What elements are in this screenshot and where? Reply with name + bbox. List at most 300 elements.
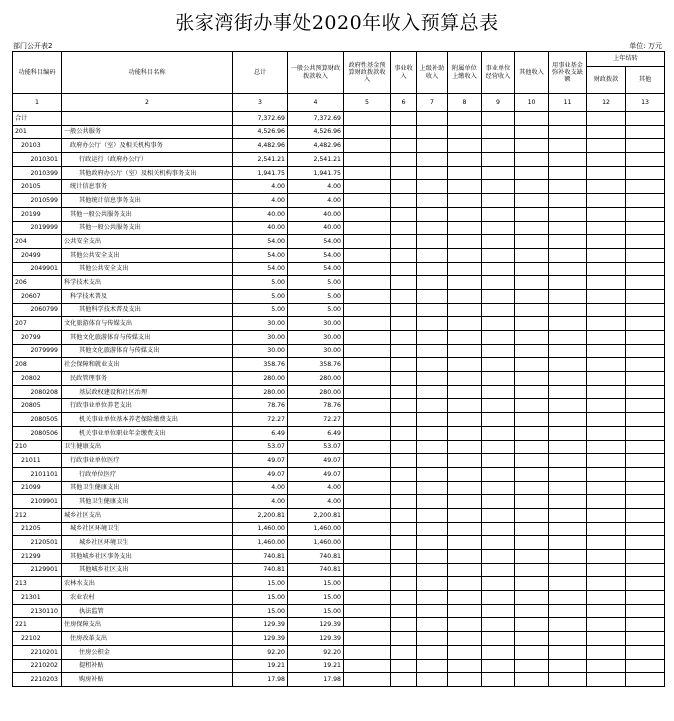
empty-cell [515, 262, 549, 276]
header-affiliated: 附属单位上缴收入 [448, 52, 482, 94]
row-code: 20607 [13, 289, 62, 303]
empty-cell [448, 399, 482, 413]
empty-cell [344, 317, 391, 331]
row-total: 4.00 [233, 481, 288, 495]
row-total: 4.00 [233, 180, 288, 194]
empty-cell [549, 385, 587, 399]
row-name: 城乡社区环境卫生 [62, 522, 233, 536]
empty-cell [344, 180, 391, 194]
row-total: 1,941.75 [233, 166, 288, 180]
empty-cell [391, 276, 417, 290]
empty-cell [515, 194, 549, 208]
empty-cell [344, 604, 391, 618]
empty-cell [448, 276, 482, 290]
empty-cell [344, 495, 391, 509]
empty-cell [515, 454, 549, 468]
empty-cell [515, 276, 549, 290]
table-row [13, 659, 665, 673]
empty-cell [549, 645, 587, 659]
empty-cell [549, 495, 587, 509]
row-total: 280.00 [233, 385, 288, 399]
empty-cell [391, 372, 417, 386]
row-total: 15.00 [233, 577, 288, 591]
empty-cell [482, 139, 515, 153]
table-row [13, 399, 665, 413]
empty-cell [417, 112, 448, 126]
empty-cell [626, 495, 665, 509]
row-total: 2,200.81 [233, 508, 288, 522]
empty-cell [344, 153, 391, 167]
row-name: 机关事业单位基本养老保险缴费支出 [62, 413, 233, 427]
empty-cell [344, 166, 391, 180]
empty-cell [549, 426, 587, 440]
row-code: 20799 [13, 331, 62, 345]
table-row [13, 413, 665, 427]
table-row [13, 604, 665, 618]
empty-cell [587, 467, 626, 481]
empty-cell [344, 659, 391, 673]
empty-cell [391, 194, 417, 208]
empty-cell [391, 659, 417, 673]
empty-cell [587, 591, 626, 605]
row-code: 2109901 [13, 495, 62, 509]
table-row [13, 550, 665, 564]
row-total: 129.39 [233, 632, 288, 646]
row-general: 4.00 [288, 194, 344, 208]
empty-cell [344, 481, 391, 495]
empty-cell [587, 426, 626, 440]
empty-cell [515, 495, 549, 509]
row-general: 740.81 [288, 563, 344, 577]
empty-cell [587, 618, 626, 632]
table-row [13, 112, 665, 126]
column-number: 1 [13, 94, 62, 112]
empty-cell [549, 413, 587, 427]
empty-cell [515, 536, 549, 550]
row-name: 科学技术支出 [62, 276, 233, 290]
row-total: 40.00 [233, 221, 288, 235]
empty-cell [515, 166, 549, 180]
row-total: 6.49 [233, 426, 288, 440]
row-general: 54.00 [288, 262, 344, 276]
empty-cell [344, 413, 391, 427]
empty-cell [549, 372, 587, 386]
empty-cell [515, 577, 549, 591]
header-subsidy: 上级补助收入 [417, 52, 448, 94]
empty-cell [344, 399, 391, 413]
row-name: 行政事业单位养老支出 [62, 399, 233, 413]
empty-cell [515, 632, 549, 646]
empty-cell [587, 153, 626, 167]
empty-cell [344, 125, 391, 139]
row-code: 20105 [13, 180, 62, 194]
empty-cell [587, 536, 626, 550]
empty-cell [587, 522, 626, 536]
empty-cell [482, 604, 515, 618]
row-general: 54.00 [288, 235, 344, 249]
empty-cell [515, 618, 549, 632]
table-row [13, 153, 665, 167]
row-name: 其他科学技术普及支出 [62, 303, 233, 317]
empty-cell [587, 563, 626, 577]
empty-cell [448, 467, 482, 481]
empty-cell [344, 235, 391, 249]
empty-cell [626, 604, 665, 618]
table-row [13, 508, 665, 522]
empty-cell [417, 440, 448, 454]
empty-cell [515, 481, 549, 495]
empty-cell [391, 440, 417, 454]
empty-cell [549, 522, 587, 536]
empty-cell [626, 550, 665, 564]
empty-cell [549, 454, 587, 468]
empty-cell [391, 125, 417, 139]
empty-cell [391, 344, 417, 358]
empty-cell [626, 125, 665, 139]
empty-cell [344, 331, 391, 345]
empty-cell [515, 125, 549, 139]
row-total: 92.20 [233, 645, 288, 659]
row-name: 其他统计信息事务支出 [62, 194, 233, 208]
empty-cell [626, 618, 665, 632]
empty-cell [587, 139, 626, 153]
empty-cell [391, 591, 417, 605]
empty-cell [515, 550, 549, 564]
empty-cell [417, 139, 448, 153]
empty-cell [344, 577, 391, 591]
row-total: 54.00 [233, 248, 288, 262]
empty-cell [587, 413, 626, 427]
row-code: 208 [13, 358, 62, 372]
table-row [13, 344, 665, 358]
row-name: 住房保障支出 [62, 618, 233, 632]
empty-cell [549, 289, 587, 303]
empty-cell [344, 632, 391, 646]
row-code: 2080208 [13, 385, 62, 399]
empty-cell [391, 536, 417, 550]
empty-cell [482, 221, 515, 235]
header-reserve: 用事业基金弥补收支缺额 [549, 52, 587, 94]
table-row [13, 317, 665, 331]
row-name: 其他一般公共服务支出 [62, 221, 233, 235]
empty-cell [515, 344, 549, 358]
empty-cell [549, 673, 587, 687]
empty-cell [587, 289, 626, 303]
column-number: 6 [391, 94, 417, 112]
empty-cell [344, 207, 391, 221]
row-general: 30.00 [288, 331, 344, 345]
empty-cell [482, 659, 515, 673]
header-business: 事业收入 [391, 52, 417, 94]
row-total: 40.00 [233, 207, 288, 221]
row-general: 2,541.21 [288, 153, 344, 167]
empty-cell [344, 591, 391, 605]
row-general: 5.00 [288, 303, 344, 317]
empty-cell [448, 372, 482, 386]
row-general: 2,200.81 [288, 508, 344, 522]
empty-cell [417, 673, 448, 687]
empty-cell [587, 645, 626, 659]
empty-cell [482, 426, 515, 440]
empty-cell [391, 153, 417, 167]
empty-cell [515, 180, 549, 194]
empty-cell [344, 454, 391, 468]
empty-cell [391, 166, 417, 180]
empty-cell [448, 413, 482, 427]
empty-cell [344, 550, 391, 564]
empty-cell [391, 221, 417, 235]
empty-cell [448, 563, 482, 577]
empty-cell [391, 207, 417, 221]
row-total: 54.00 [233, 235, 288, 249]
empty-cell [626, 221, 665, 235]
table-row [13, 645, 665, 659]
empty-cell [448, 618, 482, 632]
empty-cell [448, 385, 482, 399]
row-code: 204 [13, 235, 62, 249]
column-number: 8 [448, 94, 482, 112]
column-number: 13 [626, 94, 665, 112]
empty-cell [391, 317, 417, 331]
empty-cell [515, 563, 549, 577]
empty-cell [448, 221, 482, 235]
empty-cell [482, 522, 515, 536]
empty-cell [344, 139, 391, 153]
empty-cell [587, 604, 626, 618]
empty-cell [391, 112, 417, 126]
unit-label: 单位: 万元 [629, 42, 662, 50]
empty-cell [391, 399, 417, 413]
empty-cell [549, 125, 587, 139]
empty-cell [417, 399, 448, 413]
row-general: 358.76 [288, 358, 344, 372]
row-general: 5.00 [288, 289, 344, 303]
empty-cell [626, 344, 665, 358]
row-name: 统计信息事务 [62, 180, 233, 194]
row-total: 30.00 [233, 317, 288, 331]
empty-cell [587, 440, 626, 454]
row-name: 社会保障和就业支出 [62, 358, 233, 372]
empty-cell [391, 645, 417, 659]
table-body [13, 112, 665, 687]
empty-cell [344, 508, 391, 522]
empty-cell [391, 673, 417, 687]
header-total: 总计 [233, 52, 288, 94]
empty-cell [482, 248, 515, 262]
row-code: 21301 [13, 591, 62, 605]
header-carry-fiscal: 财政拨款 [587, 67, 626, 94]
row-total: 5.00 [233, 276, 288, 290]
empty-cell [549, 235, 587, 249]
header-row [13, 52, 665, 67]
empty-cell [448, 440, 482, 454]
empty-cell [587, 112, 626, 126]
empty-cell [448, 153, 482, 167]
empty-cell [448, 426, 482, 440]
empty-cell [391, 563, 417, 577]
empty-cell [587, 180, 626, 194]
empty-cell [549, 139, 587, 153]
empty-cell [626, 536, 665, 550]
empty-cell [626, 467, 665, 481]
empty-cell [587, 235, 626, 249]
empty-cell [482, 358, 515, 372]
empty-cell [448, 645, 482, 659]
empty-cell [587, 508, 626, 522]
empty-cell [417, 248, 448, 262]
row-code: 2079999 [13, 344, 62, 358]
empty-cell [549, 153, 587, 167]
empty-cell [482, 536, 515, 550]
empty-cell [482, 399, 515, 413]
empty-cell [391, 248, 417, 262]
empty-cell [626, 645, 665, 659]
row-code: 21299 [13, 550, 62, 564]
row-general: 5.00 [288, 276, 344, 290]
empty-cell [417, 536, 448, 550]
row-name: 卫生健康支出 [62, 440, 233, 454]
empty-cell [626, 481, 665, 495]
empty-cell [482, 508, 515, 522]
empty-cell [626, 632, 665, 646]
table-row [13, 632, 665, 646]
row-total: 129.39 [233, 618, 288, 632]
row-total: 72.27 [233, 413, 288, 427]
empty-cell [587, 481, 626, 495]
empty-cell [626, 276, 665, 290]
row-total: 78.76 [233, 399, 288, 413]
empty-cell [448, 495, 482, 509]
empty-cell [344, 276, 391, 290]
empty-cell [417, 618, 448, 632]
empty-cell [417, 577, 448, 591]
row-general: 49.07 [288, 454, 344, 468]
row-name: 城乡社区支出 [62, 508, 233, 522]
table-row [13, 180, 665, 194]
empty-cell [417, 604, 448, 618]
row-code: 20103 [13, 139, 62, 153]
row-code: 206 [13, 276, 62, 290]
table-row [13, 125, 665, 139]
empty-cell [391, 289, 417, 303]
empty-cell [417, 632, 448, 646]
row-total: 1,460.00 [233, 536, 288, 550]
row-code: 2210203 [13, 673, 62, 687]
empty-cell [482, 632, 515, 646]
empty-cell [448, 591, 482, 605]
row-general: 17.98 [288, 673, 344, 687]
empty-cell [549, 618, 587, 632]
empty-cell [482, 563, 515, 577]
empty-cell [482, 385, 515, 399]
empty-cell [626, 262, 665, 276]
empty-cell [417, 303, 448, 317]
row-code: 212 [13, 508, 62, 522]
empty-cell [587, 125, 626, 139]
empty-cell [515, 372, 549, 386]
column-number: 2 [62, 94, 233, 112]
empty-cell [482, 289, 515, 303]
row-code: 210 [13, 440, 62, 454]
row-general: 4.00 [288, 481, 344, 495]
empty-cell [515, 426, 549, 440]
empty-cell [344, 645, 391, 659]
row-code: 2010301 [13, 153, 62, 167]
row-general: 30.00 [288, 317, 344, 331]
row-total: 5.00 [233, 303, 288, 317]
row-name: 其他城乡社区支出 [62, 563, 233, 577]
empty-cell [344, 289, 391, 303]
empty-cell [482, 645, 515, 659]
row-name: 执法监管 [62, 604, 233, 618]
empty-cell [448, 125, 482, 139]
table-row [13, 536, 665, 550]
empty-cell [515, 235, 549, 249]
empty-cell [448, 344, 482, 358]
row-code: 221 [13, 618, 62, 632]
empty-cell [482, 454, 515, 468]
row-name: 其他政府办公厅（室）及相关机构事务支出 [62, 166, 233, 180]
row-code: 213 [13, 577, 62, 591]
row-name: 民政管理事务 [62, 372, 233, 386]
empty-cell [626, 303, 665, 317]
empty-cell [587, 194, 626, 208]
empty-cell [391, 413, 417, 427]
row-general: 15.00 [288, 604, 344, 618]
row-name: 其他文化旅游体育与传媒支出 [62, 331, 233, 345]
empty-cell [549, 536, 587, 550]
empty-cell [549, 221, 587, 235]
row-name [62, 112, 233, 126]
row-code: 207 [13, 317, 62, 331]
empty-cell [587, 399, 626, 413]
empty-cell [482, 481, 515, 495]
row-general: 15.00 [288, 591, 344, 605]
row-general: 280.00 [288, 372, 344, 386]
table-label: 部门公开表2 [13, 42, 53, 50]
row-name: 其他文化旅游体育与传媒支出 [62, 344, 233, 358]
row-code: 2210202 [13, 659, 62, 673]
empty-cell [448, 139, 482, 153]
empty-cell [515, 303, 549, 317]
empty-cell [626, 207, 665, 221]
row-name: 一般公共服务 [62, 125, 233, 139]
row-total: 5.00 [233, 289, 288, 303]
empty-cell [448, 522, 482, 536]
table-row [13, 481, 665, 495]
empty-cell [587, 673, 626, 687]
empty-cell [417, 645, 448, 659]
empty-cell [549, 331, 587, 345]
row-code: 2080506 [13, 426, 62, 440]
row-general: 280.00 [288, 385, 344, 399]
row-code: 2049901 [13, 262, 62, 276]
empty-cell [626, 194, 665, 208]
row-total: 740.81 [233, 563, 288, 577]
empty-cell [448, 536, 482, 550]
row-general: 4,482.96 [288, 139, 344, 153]
empty-cell [515, 413, 549, 427]
empty-cell [344, 536, 391, 550]
empty-cell [391, 139, 417, 153]
table-row [13, 139, 665, 153]
empty-cell [515, 385, 549, 399]
row-name: 行政事业单位医疗 [62, 454, 233, 468]
row-general: 129.39 [288, 632, 344, 646]
empty-cell [417, 385, 448, 399]
row-total: 54.00 [233, 262, 288, 276]
empty-cell [626, 426, 665, 440]
